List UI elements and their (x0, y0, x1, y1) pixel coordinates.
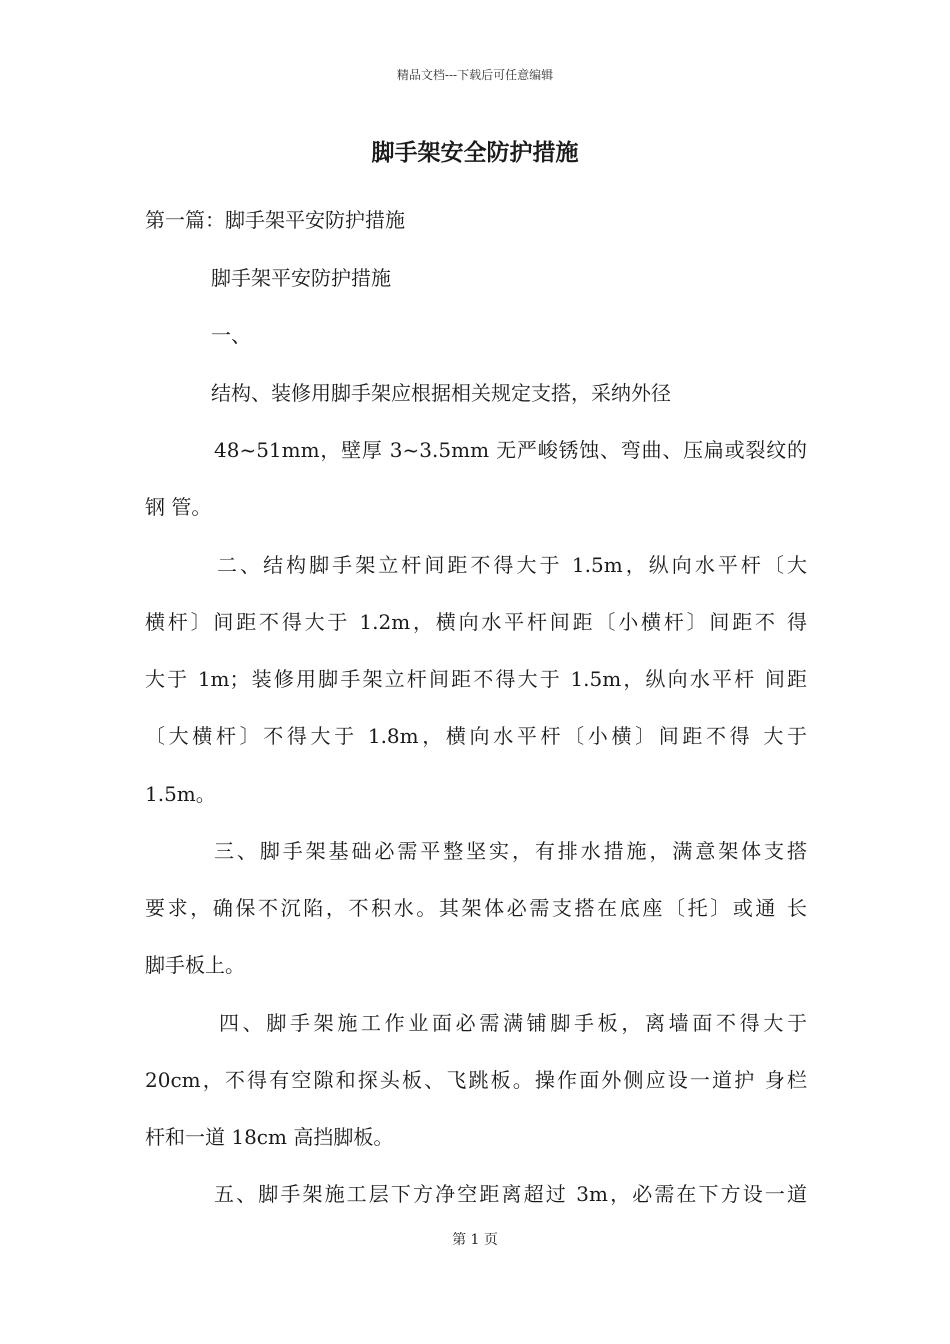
paragraph-line: 大于 1m；装修用脚手架立杆间距不得大于 1.5m，纵向水平杆 间距 (145, 667, 807, 691)
paragraph-line: 二、结构脚手架立杆间距不得大于 1.5m，纵向水平杆〔大 (217, 553, 807, 577)
paragraph-line: 四、脚手架施工作业面必需满铺脚手板，离墙面不得大于 (219, 1011, 807, 1035)
paragraph-line: 48~51mm，壁厚 3~3.5mm 无严峻锈蚀、弯曲、压扁或裂纹的 (214, 438, 807, 462)
paragraph-line: 脚手板上。 (145, 953, 245, 977)
paragraph-line: 钢 管。 (145, 495, 212, 519)
chapter-heading: 第一篇：脚手架平安防护措施 (145, 208, 405, 232)
paragraph-line: 20cm，不得有空隙和探头板、飞跳板。操作面外侧应设一道护 身栏 (145, 1068, 807, 1092)
document-title: 脚手架安全防护措施 (371, 139, 579, 166)
paragraph-line: 〔大横杆〕不得大于 1.8m，横向水平杆〔小横〕间距不得 大于 (145, 724, 807, 748)
paragraph-line: 五、脚手架施工层下方净空距离超过 3m，必需在下方设一道 (214, 1182, 807, 1206)
paragraph-line: 要求，确保不沉陷，不积水。其架体必需支搭在底座〔托〕或通 长 (145, 896, 807, 920)
paragraph-line: 横杆〕间距不得大于 1.2m，横向水平杆间距〔小横杆〕间距不 得 (145, 610, 807, 634)
page-number: 第 1 页 (452, 1232, 498, 1248)
header-note: 精品文档---下载后可任意编辑 (396, 68, 554, 82)
paragraph-line: 1.5m。 (145, 782, 216, 806)
section-subtitle: 脚手架平安防护措施 (211, 266, 391, 290)
paragraph-line: 三、脚手架基础必需平整坚实，有排水措施，满意架体支搭 (214, 839, 807, 863)
paragraph-line: 结构、装修用脚手架应根据相关规定支搭，采纳外径 (211, 381, 671, 405)
paragraph-line: 杆和一道 18cm 高挡脚板。 (145, 1125, 394, 1149)
paragraph-line: 一、 (211, 323, 251, 347)
